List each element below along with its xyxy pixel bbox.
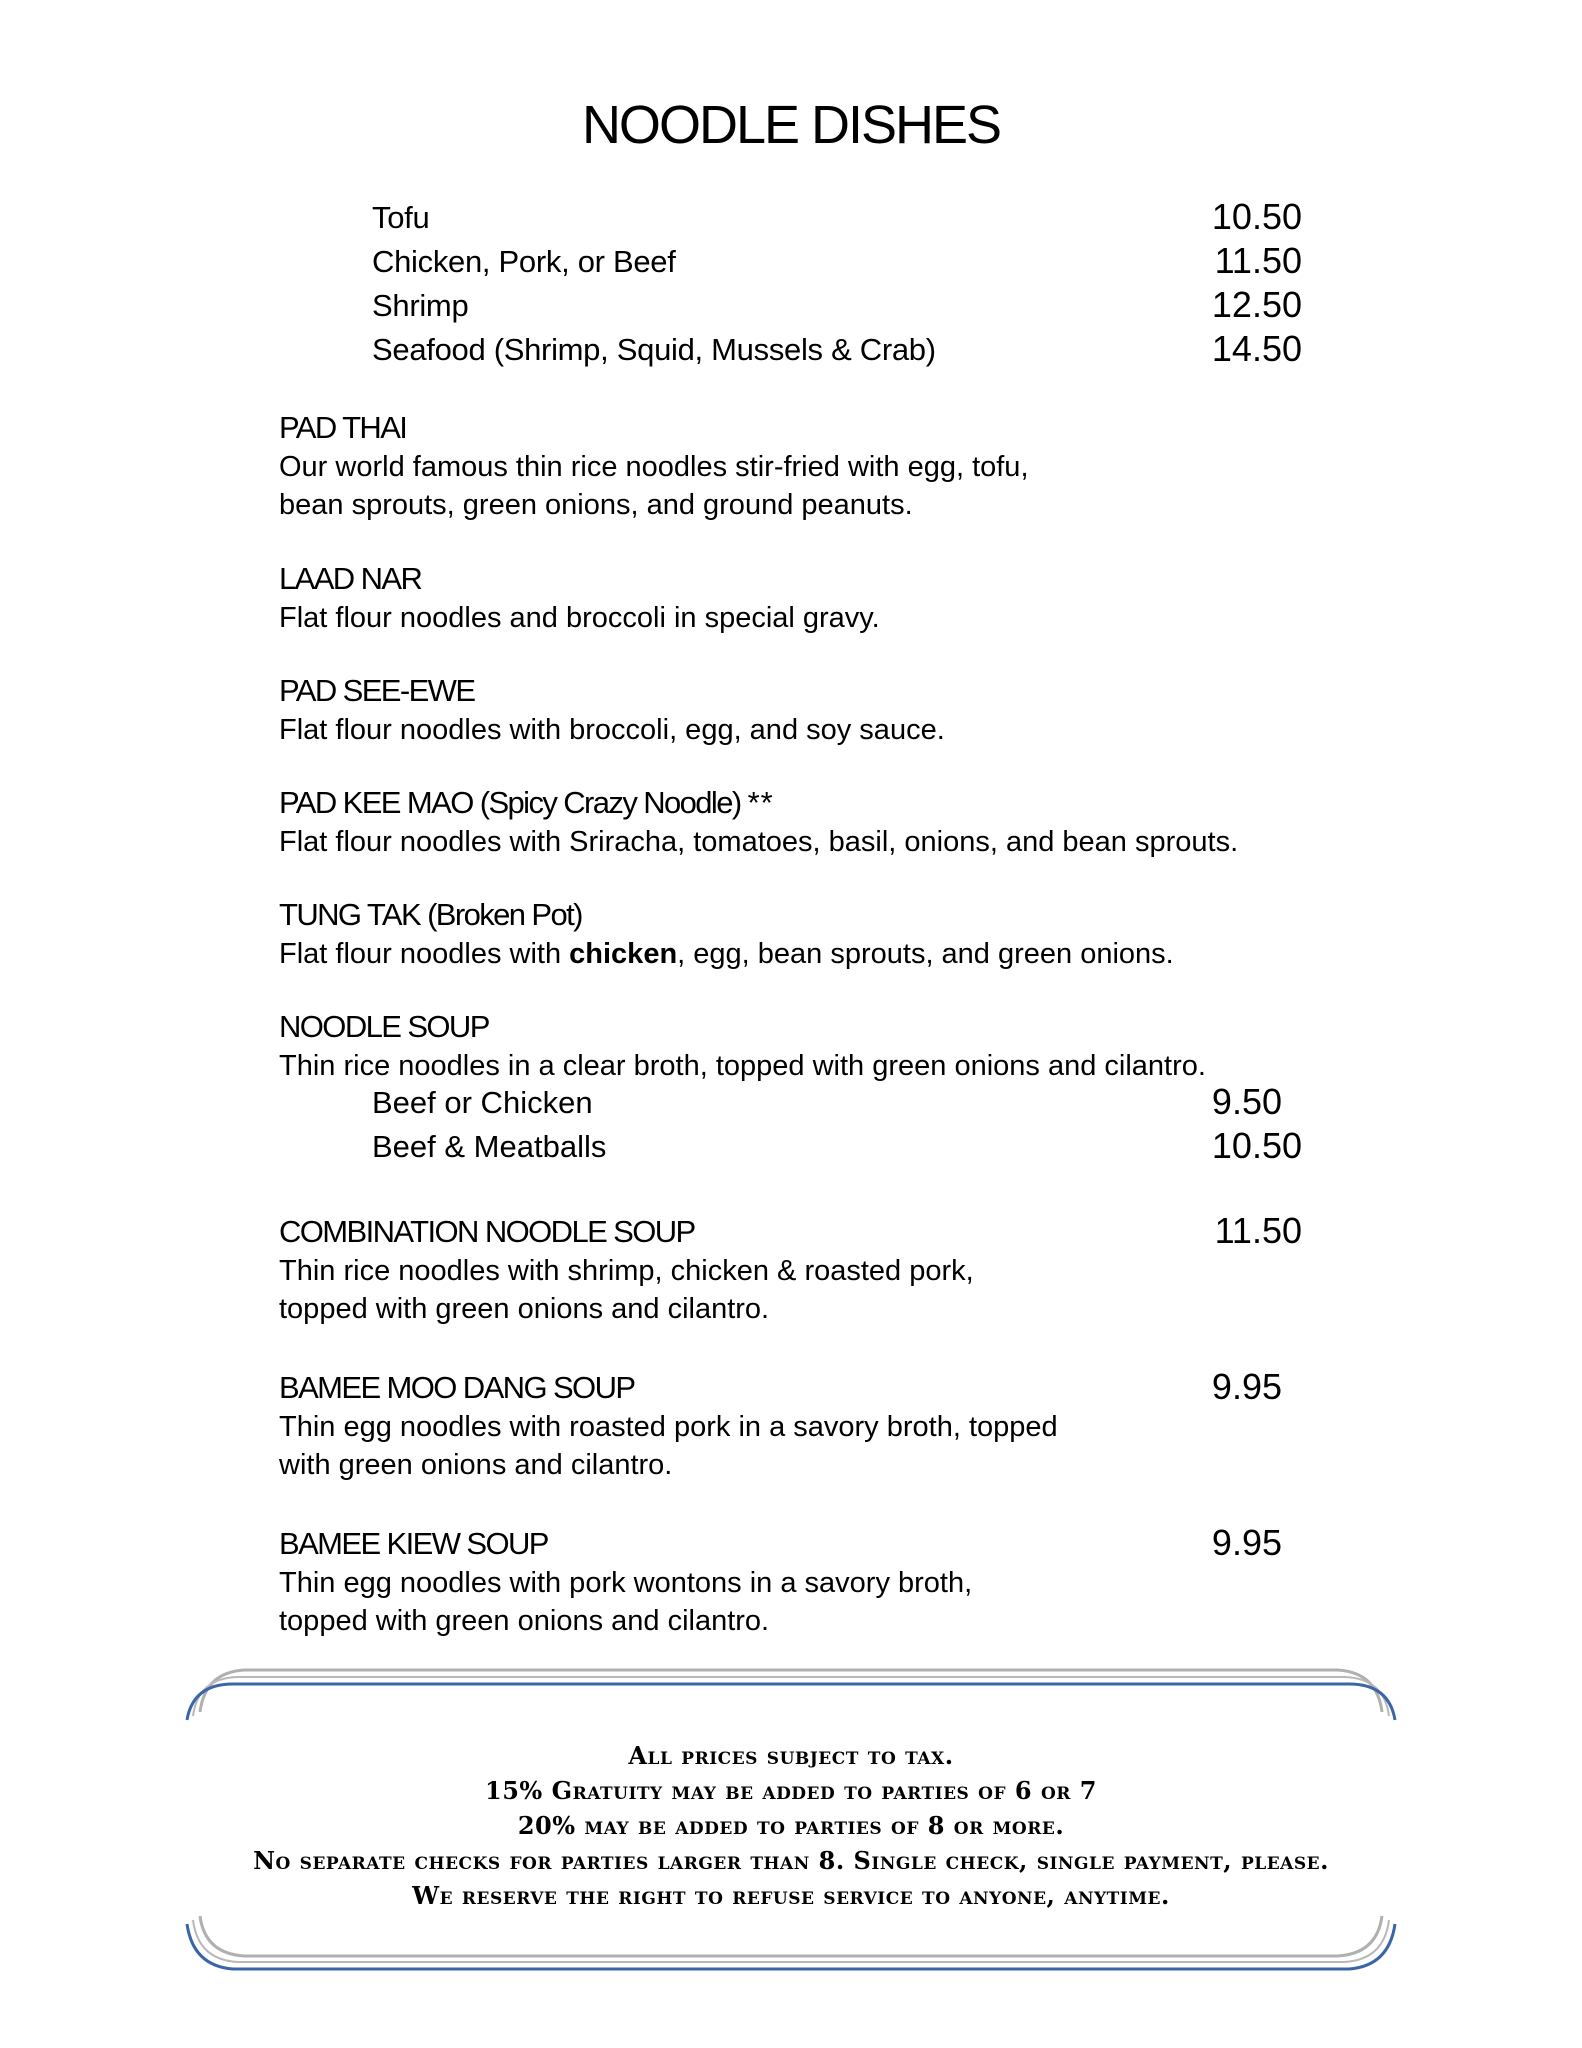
price-option: Shrimp: [372, 288, 469, 323]
price-row: [372, 284, 1302, 332]
desc-text: Flat flour noodles with: [279, 938, 570, 970]
page-title: NOODLE DISHES: [581, 95, 1001, 155]
item-name-text: COMBINATION NOODLE SOUP: [279, 1214, 695, 1249]
item-description: Thin rice noodles in a clear broth, topped with green onions and cilantro.: [279, 1050, 1206, 1082]
menu-item-bamee-moo-dang-soup: [279, 1366, 1282, 1484]
item-name: [279, 1366, 1282, 1408]
item-description: Flat flour noodles with Sriracha, tomatoes, basil, onions, and bean sprouts.: [279, 826, 1239, 858]
item-description: Flat flour noodles and broccoli in special gravy.: [279, 602, 880, 634]
item-name: PAD SEE-EWE: [279, 673, 475, 708]
price-row: [372, 328, 1302, 376]
item-name: PAD THAI: [279, 410, 407, 445]
item-name-text: PAD KEE MAO (Spicy Crazy Noodle): [279, 785, 741, 820]
spicy-marker: **: [747, 785, 774, 820]
menu-item-noodle-soup: [279, 1009, 1329, 1173]
price-option: Chicken, Pork, or Beef: [372, 244, 676, 279]
item-price: 11.50: [1214, 1210, 1302, 1251]
desc-bold-text: chicken: [569, 938, 678, 970]
item-description: Our world famous thin rice noodles stir-fried with egg, tofu,: [279, 451, 1029, 483]
price-option: Tofu: [372, 200, 430, 235]
footer-line: We reserve the right to refuse service to anyone, anytime.: [412, 1881, 1170, 1910]
item-description: Thin rice noodles with shrimp, chicken & roasted pork,: [279, 1255, 974, 1287]
footer-line: No separate checks for parties larger than 8. Single check, single payment, please.: [253, 1846, 1329, 1875]
price-option: Seafood (Shrimp, Squid, Mussels & Crab): [372, 332, 936, 367]
item-description: bean sprouts, green onions, and ground peanuts.: [279, 489, 913, 521]
price-value: 10.50: [1211, 196, 1302, 237]
footer-line: 15% Gratuity may be added to parties of 6 or 7: [485, 1776, 1097, 1805]
price-value: 10.50: [1211, 1125, 1302, 1166]
price-option: Beef or Chicken: [372, 1085, 593, 1120]
menu-item-pad-kee-mao: [279, 785, 1329, 861]
protein-price-list: [372, 196, 1302, 376]
item-description: topped with green onions and cilantro.: [279, 1293, 770, 1325]
price-row: [372, 1081, 1302, 1129]
item-name: NOODLE SOUP: [279, 1009, 489, 1044]
footer-line: All prices subject to tax.: [628, 1741, 954, 1770]
item-description: Thin egg noodles with roasted pork in a savory broth, topped: [279, 1411, 1058, 1443]
item-name: LAAD NAR: [279, 561, 422, 596]
item-description: Flat flour noodles with broccoli, egg, and soy sauce.: [279, 714, 945, 746]
item-name: TUNG TAK (Broken Pot): [279, 897, 582, 932]
price-row: [372, 196, 1302, 244]
price-row: [372, 1125, 1302, 1173]
item-price: 9.95: [1211, 1522, 1282, 1563]
desc-text: , egg, bean sprouts, and green onions.: [677, 938, 1174, 970]
price-value: 9.50: [1211, 1081, 1282, 1122]
menu-item-pad-thai: [279, 410, 1329, 524]
price-value: 14.50: [1211, 328, 1302, 369]
item-description: [279, 935, 1329, 973]
item-name-text: BAMEE KIEW SOUP: [279, 1526, 548, 1561]
item-name: [279, 785, 1329, 823]
item-price: 9.95: [1211, 1366, 1282, 1407]
menu-item-bamee-kiew-soup: [279, 1522, 1282, 1640]
menu-item-tung-tak: [279, 897, 1329, 973]
footer-line: 20% may be added to parties of 8 or more.: [517, 1811, 1065, 1840]
menu-item-combination-noodle-soup: [279, 1210, 1302, 1328]
item-description: with green onions and cilantro.: [279, 1449, 673, 1481]
price-value: 11.50: [1214, 240, 1302, 281]
item-description: Thin egg noodles with pork wontons in a savory broth,: [279, 1567, 973, 1599]
item-description: topped with green onions and cilantro.: [279, 1605, 770, 1637]
item-name: [279, 1210, 1302, 1252]
footer-notice: [0, 1738, 1582, 1913]
item-name-text: BAMEE MOO DANG SOUP: [279, 1370, 635, 1405]
item-name: [279, 1522, 1282, 1564]
price-value: 12.50: [1211, 284, 1302, 325]
price-option: Beef & Meatballs: [372, 1129, 607, 1164]
menu-item-laad-nar: [279, 561, 1329, 637]
menu-item-pad-see-ewe: [279, 673, 1329, 749]
price-row: [372, 240, 1302, 288]
